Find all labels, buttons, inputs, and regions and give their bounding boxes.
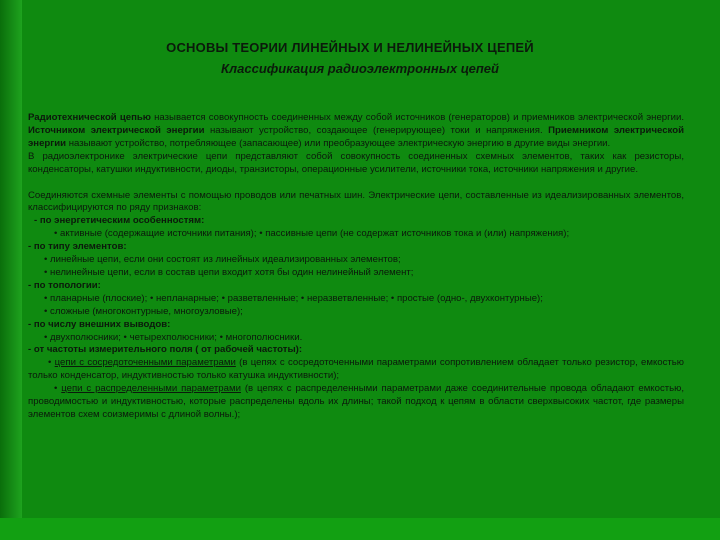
outputs-heading: - по числу внешних выводов:: [28, 318, 171, 330]
link-lumped-parameters[interactable]: цепи с сосредоточенными параметрами: [54, 357, 236, 369]
bullet: •: [48, 357, 55, 369]
definition-text-1: называется совокупность соединенных между собой источников (генераторов) и приемников электрической энергии.: [150, 112, 685, 123]
frequency-heading: - от частоты измерительного поля ( от рабочей частоты):: [28, 344, 303, 356]
elements-item-linear: • линейные цепи, если они состоят из линейных идеализированных элементов;: [44, 254, 401, 266]
topology-item-2: • сложные (многоконтурные, многоузловые);: [44, 305, 243, 317]
paragraph-elements: В радиоэлектронике электрические цепи представляют собой совокупность соединенных схемных элементов, таких как резисторы, конденсаторы, катушки индуктивности, диоды, транзисторы, операционные усилители, источники тока, источники напряжения и другие.: [28, 150, 684, 175]
definition-text-3: называют устройство, потребляющее (запасающее) или преобразующее электрическую энергию в другие виды энергии.: [66, 137, 611, 149]
energy-heading: - по энергетическим особенностям:: [34, 215, 205, 227]
slide-subtitle: Классификация радиоэлектронных цепей: [221, 61, 499, 76]
lumped-description: (в цепях с сосредоточенными параметрами сопротивлением обладает только резистор, емкостью только конденсатор, индуктивностью только катушка индуктивности);: [28, 357, 684, 382]
slide-title: ОСНОВЫ ТЕОРИИ ЛИНЕЙНЫХ И НЕЛИНЕЙНЫХ ЦЕПЕЙ: [166, 40, 534, 55]
slide-body: [28, 112, 684, 422]
left-decorative-stripe: [0, 0, 22, 540]
elements-item-nonlinear: • нелинейные цепи, если в состав цепи входит хотя бы один нелинейный элемент;: [44, 266, 414, 278]
spacer: [28, 177, 684, 190]
link-distributed-parameters[interactable]: цепи с распределенными параметрами: [61, 383, 241, 395]
topology-heading: - по топологии:: [28, 279, 101, 291]
frequency-item-lumped: [28, 357, 684, 383]
definition-text-2: называют устройство, создающее (генерирующее) токи и напряжения.: [204, 124, 549, 136]
bottom-decorative-band: [0, 518, 720, 540]
term-circuit: Радиотехнической цепью: [28, 112, 151, 123]
term-source: Источником электрической энергии: [28, 124, 205, 136]
frequency-item-distributed: [28, 383, 684, 422]
topology-item-1: • планарные (плоские); • непланарные; • разветвленные; • неразветвленные; • простые (одно-, двухконтурные);: [44, 292, 543, 304]
paragraph-classification: Соединяются схемные элементы с помощью проводов или печатных шин. Электрические цепи, составленные из идеализированных элементов, классифицируются по ряду признаков:: [28, 189, 684, 214]
energy-text: • активные (содержащие источники питания); • пассивные цепи (не содержат источников тока и (или) напряжения);: [54, 228, 570, 240]
outputs-item: • двухполюсники; • четырехполюсники; • многополюсники.: [44, 331, 303, 343]
distributed-description: (в цепях с распределенными параметрами даже соединительные провода обладают емкостью, проводимостью и индуктивностью, которые распределены вдоль их длины; такой подход к цепям в области сверхвысоких частот, где размеры элементов схем соизмеримы с длиной волны.);: [28, 383, 684, 420]
slide-header: [0, 40, 720, 76]
term-receiver: Приемником электрической энергии: [28, 124, 684, 149]
bullet: •: [54, 383, 62, 395]
paragraph-definition: [28, 112, 684, 151]
elements-heading: - по типу элементов:: [28, 241, 127, 253]
